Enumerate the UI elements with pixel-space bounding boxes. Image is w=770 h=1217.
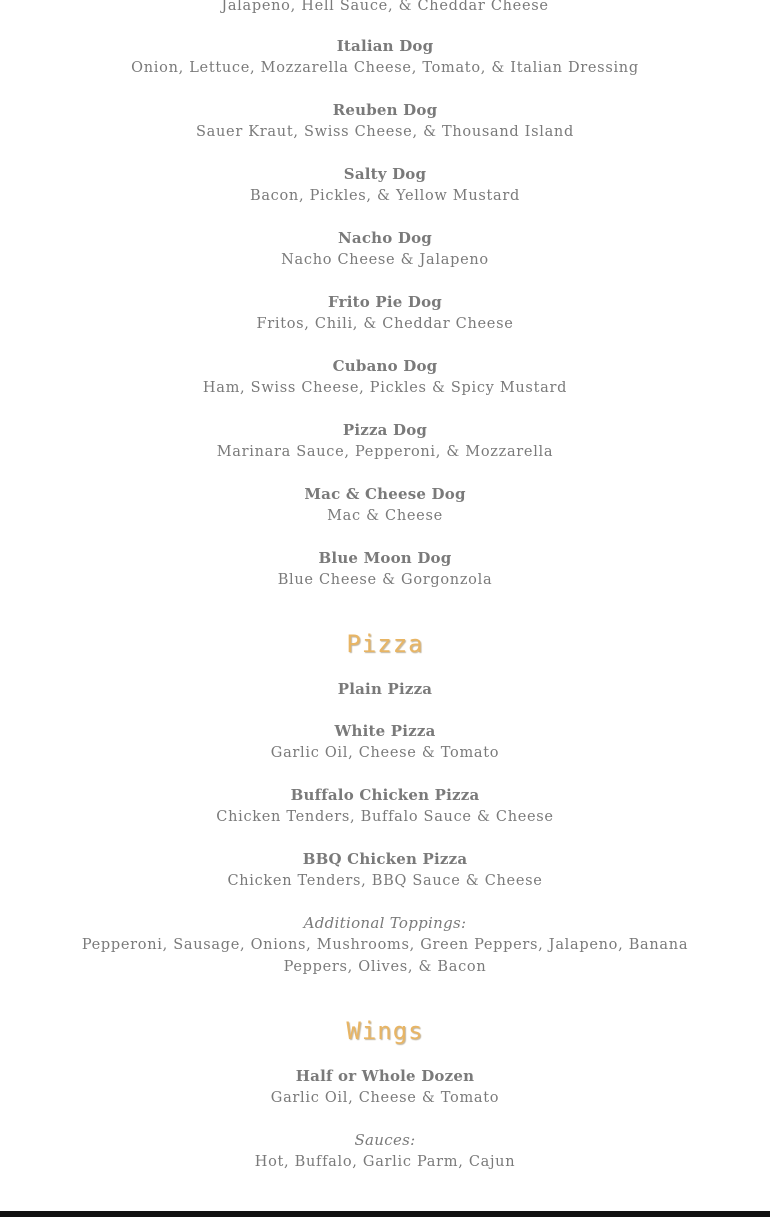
item-description: Bacon, Pickles, & Yellow Mustard [249,188,521,204]
item-name: Mac & Cheese Dog [304,485,466,503]
item-description: Chicken Tenders, Buffalo Sauce & Cheese [216,809,554,825]
item-name: Nacho Dog [338,229,432,247]
item-description: Blue Cheese & Gorgonzola [277,572,493,588]
menu-item-frito-pie-dog [0,291,770,335]
item-name: Pizza Dog [342,421,428,439]
sauces-list: Hot, Buffalo, Garlic Parm, Cajun [254,1154,516,1170]
menu-item-buffalo-chicken-pizza [0,784,770,828]
menu-item-italian-dog [0,35,770,79]
section-heading-pizza: Pizza [346,630,424,658]
menu-item-salty-dog [0,163,770,207]
toppings-list: Pepperoni, Sausage, Onions, Mushrooms, Green Peppers, Jalapeno, Banana Peppers, Olives, & Bacon [81,937,689,975]
item-name: Blue Moon Dog [318,549,452,567]
item-name: Reuben Dog [332,101,438,119]
item-description: Garlic Oil, Cheese & Tomato [270,745,500,761]
menu-item-mac-cheese-dog [0,483,770,527]
menu-item-reuben-dog [0,99,770,143]
menu-item-bbq-chicken-pizza [0,848,770,892]
item-description: Onion, Lettuce, Mozzarella Cheese, Tomato, & Italian Dressing [131,60,639,76]
section-heading-wings: Wings [346,1017,424,1045]
item-name: Plain Pizza [337,680,433,698]
item-name: White Pizza [334,722,436,740]
item-description: Chicken Tenders, BBQ Sauce & Cheese [227,873,543,889]
item-name: Salty Dog [343,165,427,183]
item-description: Nacho Cheese & Jalapeno [281,252,489,268]
menu-item-cubano-dog [0,355,770,399]
menu-item-plain-pizza [0,678,770,700]
item-name: Frito Pie Dog [328,293,442,311]
menu-item-white-pizza [0,720,770,764]
menu-item-blue-moon-dog [0,547,770,591]
item-description: Ham, Swiss Cheese, Pickles & Spicy Mustard [202,380,568,396]
pizza-toppings [0,912,770,978]
item-description: Marinara Sauce, Pepperoni, & Mozzarella [216,444,554,460]
item-name: Half or Whole Dozen [295,1067,475,1085]
item-name: Italian Dog [336,37,434,55]
item-description: Garlic Oil, Cheese & Tomato [270,1090,500,1106]
sauces-label: Sauces: [354,1131,416,1149]
footer-bar [0,1211,770,1217]
toppings-label: Additional Toppings: [303,914,467,932]
item-name: Cubano Dog [332,357,438,375]
item-name: BBQ Chicken Pizza [302,850,468,868]
item-description: Sauer Kraut, Swiss Cheese, & Thousand Island [196,124,574,140]
menu-item-nacho-dog [0,227,770,271]
wing-sauces [0,1129,770,1173]
item-name: Buffalo Chicken Pizza [290,786,480,804]
item-description: Mac & Cheese [327,508,443,524]
menu-item-pizza-dog [0,419,770,463]
item-description: Jalapeno, Hell Sauce, & Cheddar Cheese [221,0,549,14]
menu-item-wings [0,1065,770,1109]
item-description: Fritos, Chili, & Cheddar Cheese [256,316,514,332]
